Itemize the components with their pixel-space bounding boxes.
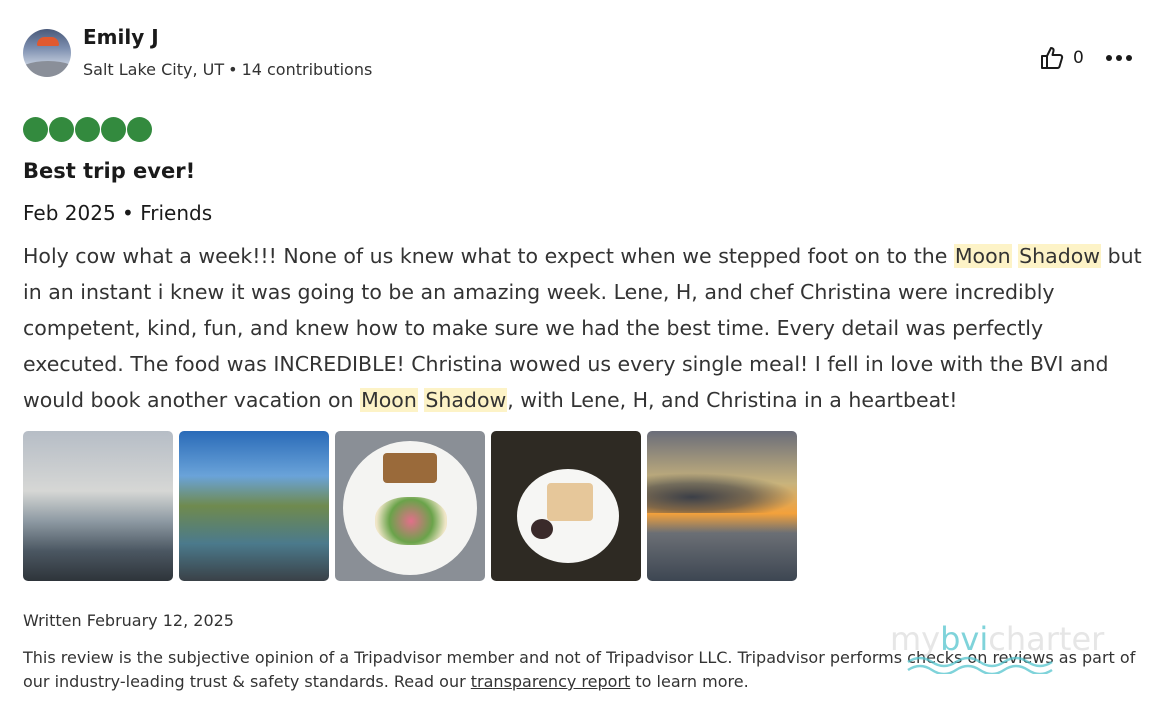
reviewer-location: Salt Lake City, UT <box>83 60 225 79</box>
helpful-count: 0 <box>1073 48 1084 68</box>
paraglider-shape <box>37 37 59 46</box>
reviewer-name[interactable]: Emily J <box>83 25 159 49</box>
highlight-term: Shadow <box>425 388 507 412</box>
plate-shape <box>517 469 619 563</box>
review-text: , with Lene, H, and Christina in a heartbeat! <box>507 388 958 412</box>
rating-bubbles <box>23 117 152 142</box>
rating-bubble <box>75 117 100 142</box>
cake-shape <box>547 483 593 521</box>
rating-bubble <box>127 117 152 142</box>
disclaimer-text: to learn more. <box>630 672 749 691</box>
berry-shape <box>531 519 553 539</box>
review-photo[interactable] <box>179 431 329 581</box>
trip-date: Feb 2025 <box>23 201 116 225</box>
highlight-term: Shadow <box>1019 244 1101 268</box>
reviewer-meta <box>83 60 372 79</box>
rating-bubble <box>101 117 126 142</box>
thumbs-up-icon <box>1038 44 1066 72</box>
highlight-term: Moon <box>954 244 1011 268</box>
written-date: Written February 12, 2025 <box>23 611 234 630</box>
watermark-text: charter <box>988 620 1105 658</box>
review-photos <box>23 431 797 581</box>
rating-bubble <box>49 117 74 142</box>
transparency-report-link[interactable]: transparency report <box>470 672 631 691</box>
trip-info: Feb 2025 • Friends <box>23 201 213 225</box>
disclaimer <box>23 646 1148 694</box>
cloud-shape <box>647 473 797 513</box>
plate-shape <box>343 441 477 575</box>
bread-shape <box>383 453 437 483</box>
hill-shape <box>23 61 71 77</box>
separator-dot: • <box>228 60 238 79</box>
disclaimer-text: This review is the subjective opinion of a Tripadvisor member and not of Tripadvisor LLC. Tripadvisor performs checks on reviews as part of our industry-leading trust & safety standards. Read our <box>23 648 1136 691</box>
watermark-brand: bvi <box>940 620 989 658</box>
avatar[interactable] <box>23 29 71 77</box>
review-photo[interactable] <box>647 431 797 581</box>
helpful-vote-button[interactable] <box>1038 44 1084 72</box>
watermark-my: my <box>890 620 941 658</box>
review-body <box>23 238 1148 418</box>
highlight-term: Moon <box>361 388 417 412</box>
review-photo[interactable] <box>335 431 485 581</box>
review-photo[interactable] <box>491 431 641 581</box>
review-title[interactable]: Best trip ever! <box>23 159 196 183</box>
rating-bubble <box>23 117 48 142</box>
trip-type: Friends <box>140 201 213 225</box>
review-text: Holy cow what a week!!! None of us knew what to expect when we stepped foot on to the <box>23 244 954 268</box>
salad-shape <box>375 497 447 545</box>
review-text: but in an instant i knew it was going to be an amazing week. Lene, H, and chef Christina were incredibly competent, kind, fun, and knew how to make sure we had the best time. Every detail was perfectly executed. The food was INCREDIBLE! Christina wowed us every single meal! I fell in love with the BVI and would book another vacation on <box>23 244 1142 412</box>
more-options-icon[interactable] <box>1104 48 1134 68</box>
review-photo[interactable] <box>23 431 173 581</box>
reviewer-contributions: 14 contributions <box>241 60 373 79</box>
